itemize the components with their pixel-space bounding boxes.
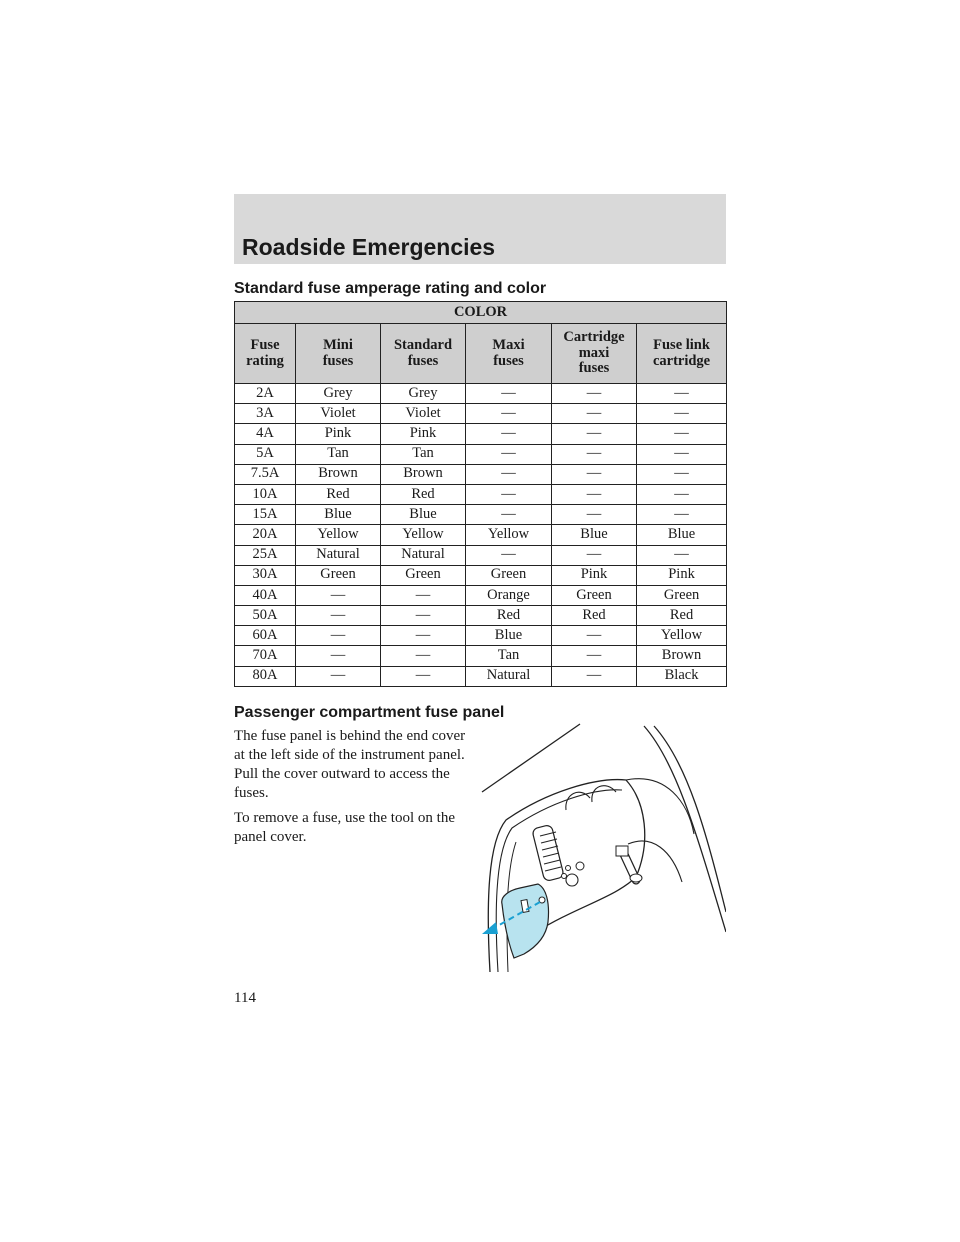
table-cell: — [637, 505, 727, 525]
table-cell: 4A [235, 424, 296, 444]
lever-base [616, 846, 628, 856]
table-cell: Violet [296, 404, 381, 424]
table-cell: — [466, 424, 552, 444]
table-cell: — [381, 626, 466, 646]
vent-icon [532, 824, 564, 881]
table-cell: — [552, 424, 637, 444]
table-cell: — [466, 404, 552, 424]
table-cell: — [637, 464, 727, 484]
table-cell: 30A [235, 565, 296, 585]
table-cell: — [637, 545, 727, 565]
fuse-panel-illustration [476, 722, 726, 976]
table-cell: — [637, 484, 727, 504]
dash-line [482, 724, 580, 792]
table-cell: Green [637, 585, 727, 605]
table-cell: — [637, 444, 727, 464]
fuse-table-body [235, 384, 727, 687]
table-cell: Red [466, 606, 552, 626]
column-header-line: fuses [322, 352, 354, 369]
table-cell: — [296, 666, 381, 686]
column-header-line: fuses [578, 360, 610, 377]
table-cell: — [552, 505, 637, 525]
table-cell: Natural [296, 545, 381, 565]
table-cell: Natural [381, 545, 466, 565]
column-header-line: cartridge [652, 352, 711, 369]
table-cell: 10A [235, 484, 296, 504]
table-row [235, 606, 727, 626]
table-cell: — [296, 585, 381, 605]
table-cell: Red [296, 484, 381, 504]
table-row [235, 646, 727, 666]
table-cell: — [466, 545, 552, 565]
column-header-line: rating [246, 352, 284, 369]
table-cell: — [637, 424, 727, 444]
table-cell: 60A [235, 626, 296, 646]
arrow-head-icon [482, 922, 498, 934]
table-cell: Green [296, 565, 381, 585]
table-cell: Pink [296, 424, 381, 444]
column-header [235, 324, 296, 384]
column-header-line: Maxi [492, 336, 525, 353]
table-cell: — [552, 444, 637, 464]
column-header-line: Fuse [250, 336, 280, 353]
table-cell: — [552, 484, 637, 504]
table-cell: Brown [637, 646, 727, 666]
table-cell: Blue [381, 505, 466, 525]
column-header [552, 324, 637, 384]
fuse-cover-highlight [502, 884, 549, 958]
column-header-line: maxi [578, 344, 610, 361]
column-header [296, 324, 381, 384]
table-row [235, 626, 727, 646]
table-cell: — [381, 646, 466, 666]
column-header-row [235, 324, 727, 384]
table-cell: Green [552, 585, 637, 605]
table-cell: 5A [235, 444, 296, 464]
fuse-table [234, 301, 727, 687]
column-header [466, 324, 552, 384]
column-header [381, 324, 466, 384]
column-cover [626, 779, 694, 834]
table-cell: Red [637, 606, 727, 626]
table-cell: — [637, 404, 727, 424]
table-cell: — [296, 626, 381, 646]
knob-icon [562, 874, 567, 879]
page-number: 114 [234, 990, 256, 1006]
table-cell: Red [552, 606, 637, 626]
table-cell: — [466, 384, 552, 404]
column-header-line: fuses [493, 352, 524, 369]
column-header-line: Standard [393, 336, 453, 353]
table-cell: Orange [466, 585, 552, 605]
table-cell: 40A [235, 585, 296, 605]
color-group-header: COLOR [235, 302, 727, 324]
table-cell: Yellow [466, 525, 552, 545]
table-cell: Blue [637, 525, 727, 545]
table-cell: — [552, 464, 637, 484]
table-cell: Black [637, 666, 727, 686]
table-cell: 80A [235, 666, 296, 686]
page-title: Roadside Emergencies [242, 234, 496, 260]
table-cell: Blue [552, 525, 637, 545]
table-cell: — [466, 484, 552, 504]
table-cell: — [381, 585, 466, 605]
table-cell: Red [381, 484, 466, 504]
table-cell: — [552, 626, 637, 646]
table-cell: — [637, 384, 727, 404]
table-cell: 20A [235, 525, 296, 545]
table-cell: Tan [381, 444, 466, 464]
table-row [235, 424, 727, 444]
table-cell: 25A [235, 545, 296, 565]
steering-wheel-outer [644, 726, 726, 932]
table-section-title: Standard fuse amperage rating and color [234, 280, 547, 297]
knob-icon [566, 874, 578, 886]
table-row [235, 384, 727, 404]
panel-paragraph: To remove a fuse, use the tool on the panel cover. [234, 810, 455, 845]
table-cell: 15A [235, 505, 296, 525]
table-cell: Tan [466, 646, 552, 666]
table-row [235, 545, 727, 565]
table-cell: Pink [552, 565, 637, 585]
table-cell: — [552, 666, 637, 686]
table-row [235, 464, 727, 484]
table-cell: 7.5A [235, 464, 296, 484]
table-cell: — [552, 545, 637, 565]
table-cell: Green [381, 565, 466, 585]
table-cell: Pink [637, 565, 727, 585]
table-cell: — [296, 646, 381, 666]
table-row [235, 484, 727, 504]
table-cell: — [552, 646, 637, 666]
table-cell: — [552, 384, 637, 404]
knob-icon [576, 862, 584, 870]
table-cell: Pink [381, 424, 466, 444]
table-row [235, 585, 727, 605]
table-cell: 2A [235, 384, 296, 404]
table-cell: — [552, 404, 637, 424]
table-row [235, 525, 727, 545]
table-cell: — [466, 505, 552, 525]
table-cell: — [381, 666, 466, 686]
table-cell: Yellow [637, 626, 727, 646]
panel-paragraph: The fuse panel is behind the end cover at the left side of the instrument panel. Pull the cover outward to access the fuses. [234, 728, 466, 801]
table-cell: — [296, 606, 381, 626]
panel-section-title: Passenger compartment fuse panel [234, 704, 505, 721]
table-cell: — [466, 444, 552, 464]
table-cell: Yellow [381, 525, 466, 545]
knob-icon [566, 866, 571, 871]
column-header-line: Fuse link [653, 336, 710, 353]
table-cell: Natural [466, 666, 552, 686]
table-cell: Green [466, 565, 552, 585]
table-cell: — [381, 606, 466, 626]
table-cell: Grey [381, 384, 466, 404]
table-cell: Grey [296, 384, 381, 404]
table-cell: — [466, 464, 552, 484]
table-cell: Yellow [296, 525, 381, 545]
column-header-line: fuses [407, 352, 439, 369]
column-header-line: Mini [323, 336, 353, 353]
table-row [235, 666, 727, 686]
table-cell: Violet [381, 404, 466, 424]
table-cell: 50A [235, 606, 296, 626]
table-cell: Brown [381, 464, 466, 484]
table-row [235, 565, 727, 585]
table-cell: Blue [296, 505, 381, 525]
table-row [235, 444, 727, 464]
table-row [235, 404, 727, 424]
table-cell: Brown [296, 464, 381, 484]
table-cell: Blue [466, 626, 552, 646]
lever-tip [630, 874, 642, 882]
table-cell: 70A [235, 646, 296, 666]
gauge-pod [592, 786, 616, 802]
column-header [637, 324, 727, 384]
gauge-pod [566, 792, 590, 810]
table-row [235, 505, 727, 525]
column-header-line: Cartridge [563, 328, 625, 345]
table-cell: 3A [235, 404, 296, 424]
table-cell: Tan [296, 444, 381, 464]
